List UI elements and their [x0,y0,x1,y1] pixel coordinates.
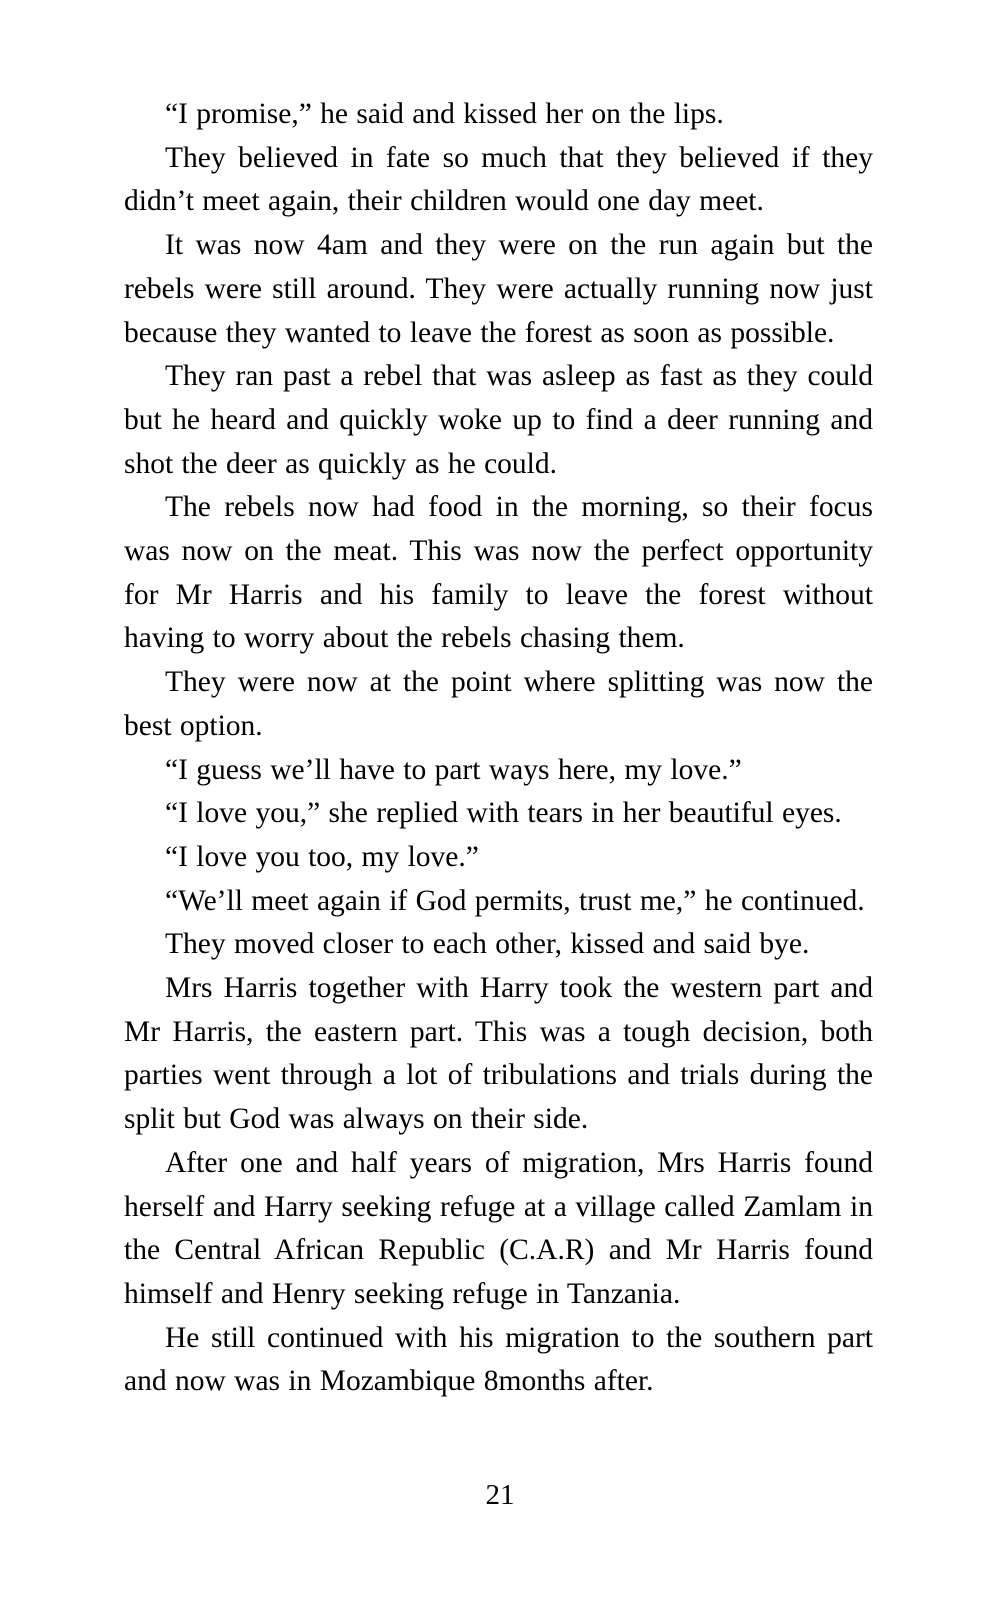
paragraph-9: “I love you too, my love.” [165,840,479,873]
page-number: 21 [485,1479,515,1511]
paragraph-7: “I guess we’ll have to part ways here, my love.” [165,753,742,786]
paragraph-13: After one and half years of migration, Mrs Harris found herself and Harry seeking refuge at a village called Zamlam in the Central African Republic (C.A.R) and Mr Harris found himself and Henry seeking refuge in Tanzania. [124,1146,873,1310]
paragraph-3: It was now 4am and they were on the run again but the rebels were still around. They were actually running now just because they wanted to leave the forest as soon as possible. [124,229,873,349]
page-text-block [124,93,873,1404]
paragraph-10: “We’ll meet again if God permits, trust me,” he continued. [165,884,865,917]
paragraph-12: Mrs Harris together with Harry took the western part and Mr Harris, the eastern part. This was a tough decision, both parties went through a lot of tribulations and trials during the split but God was always on their side. [124,972,873,1136]
paragraph-2: They believed in fate so much that they believed if they didn’t meet again, their children would one day meet. [124,141,873,218]
paragraph-11: They moved closer to each other, kissed and said bye. [165,928,810,961]
paragraph-6: They were now at the point where splitting was now the best option. [124,666,873,742]
paragraph-8: “I love you,” she replied with tears in her beautiful eyes. [165,797,842,830]
paragraph-14: He still continued with his migration to the southern part and now was in Mozambique 8months after. [124,1321,873,1398]
paragraph-5: The rebels now had food in the morning, so their focus was now on the meat. This was now the perfect opportunity for Mr Harris and his family to leave the forest without having to worry about the rebels chasing them. [124,491,873,655]
paragraph-4: They ran past a rebel that was asleep as fast as they could but he heard and quickly woke up to find a deer running and shot the deer as quickly as he could. [124,360,873,480]
paragraph-1: “I promise,” he said and kissed her on the lips. [165,98,724,130]
